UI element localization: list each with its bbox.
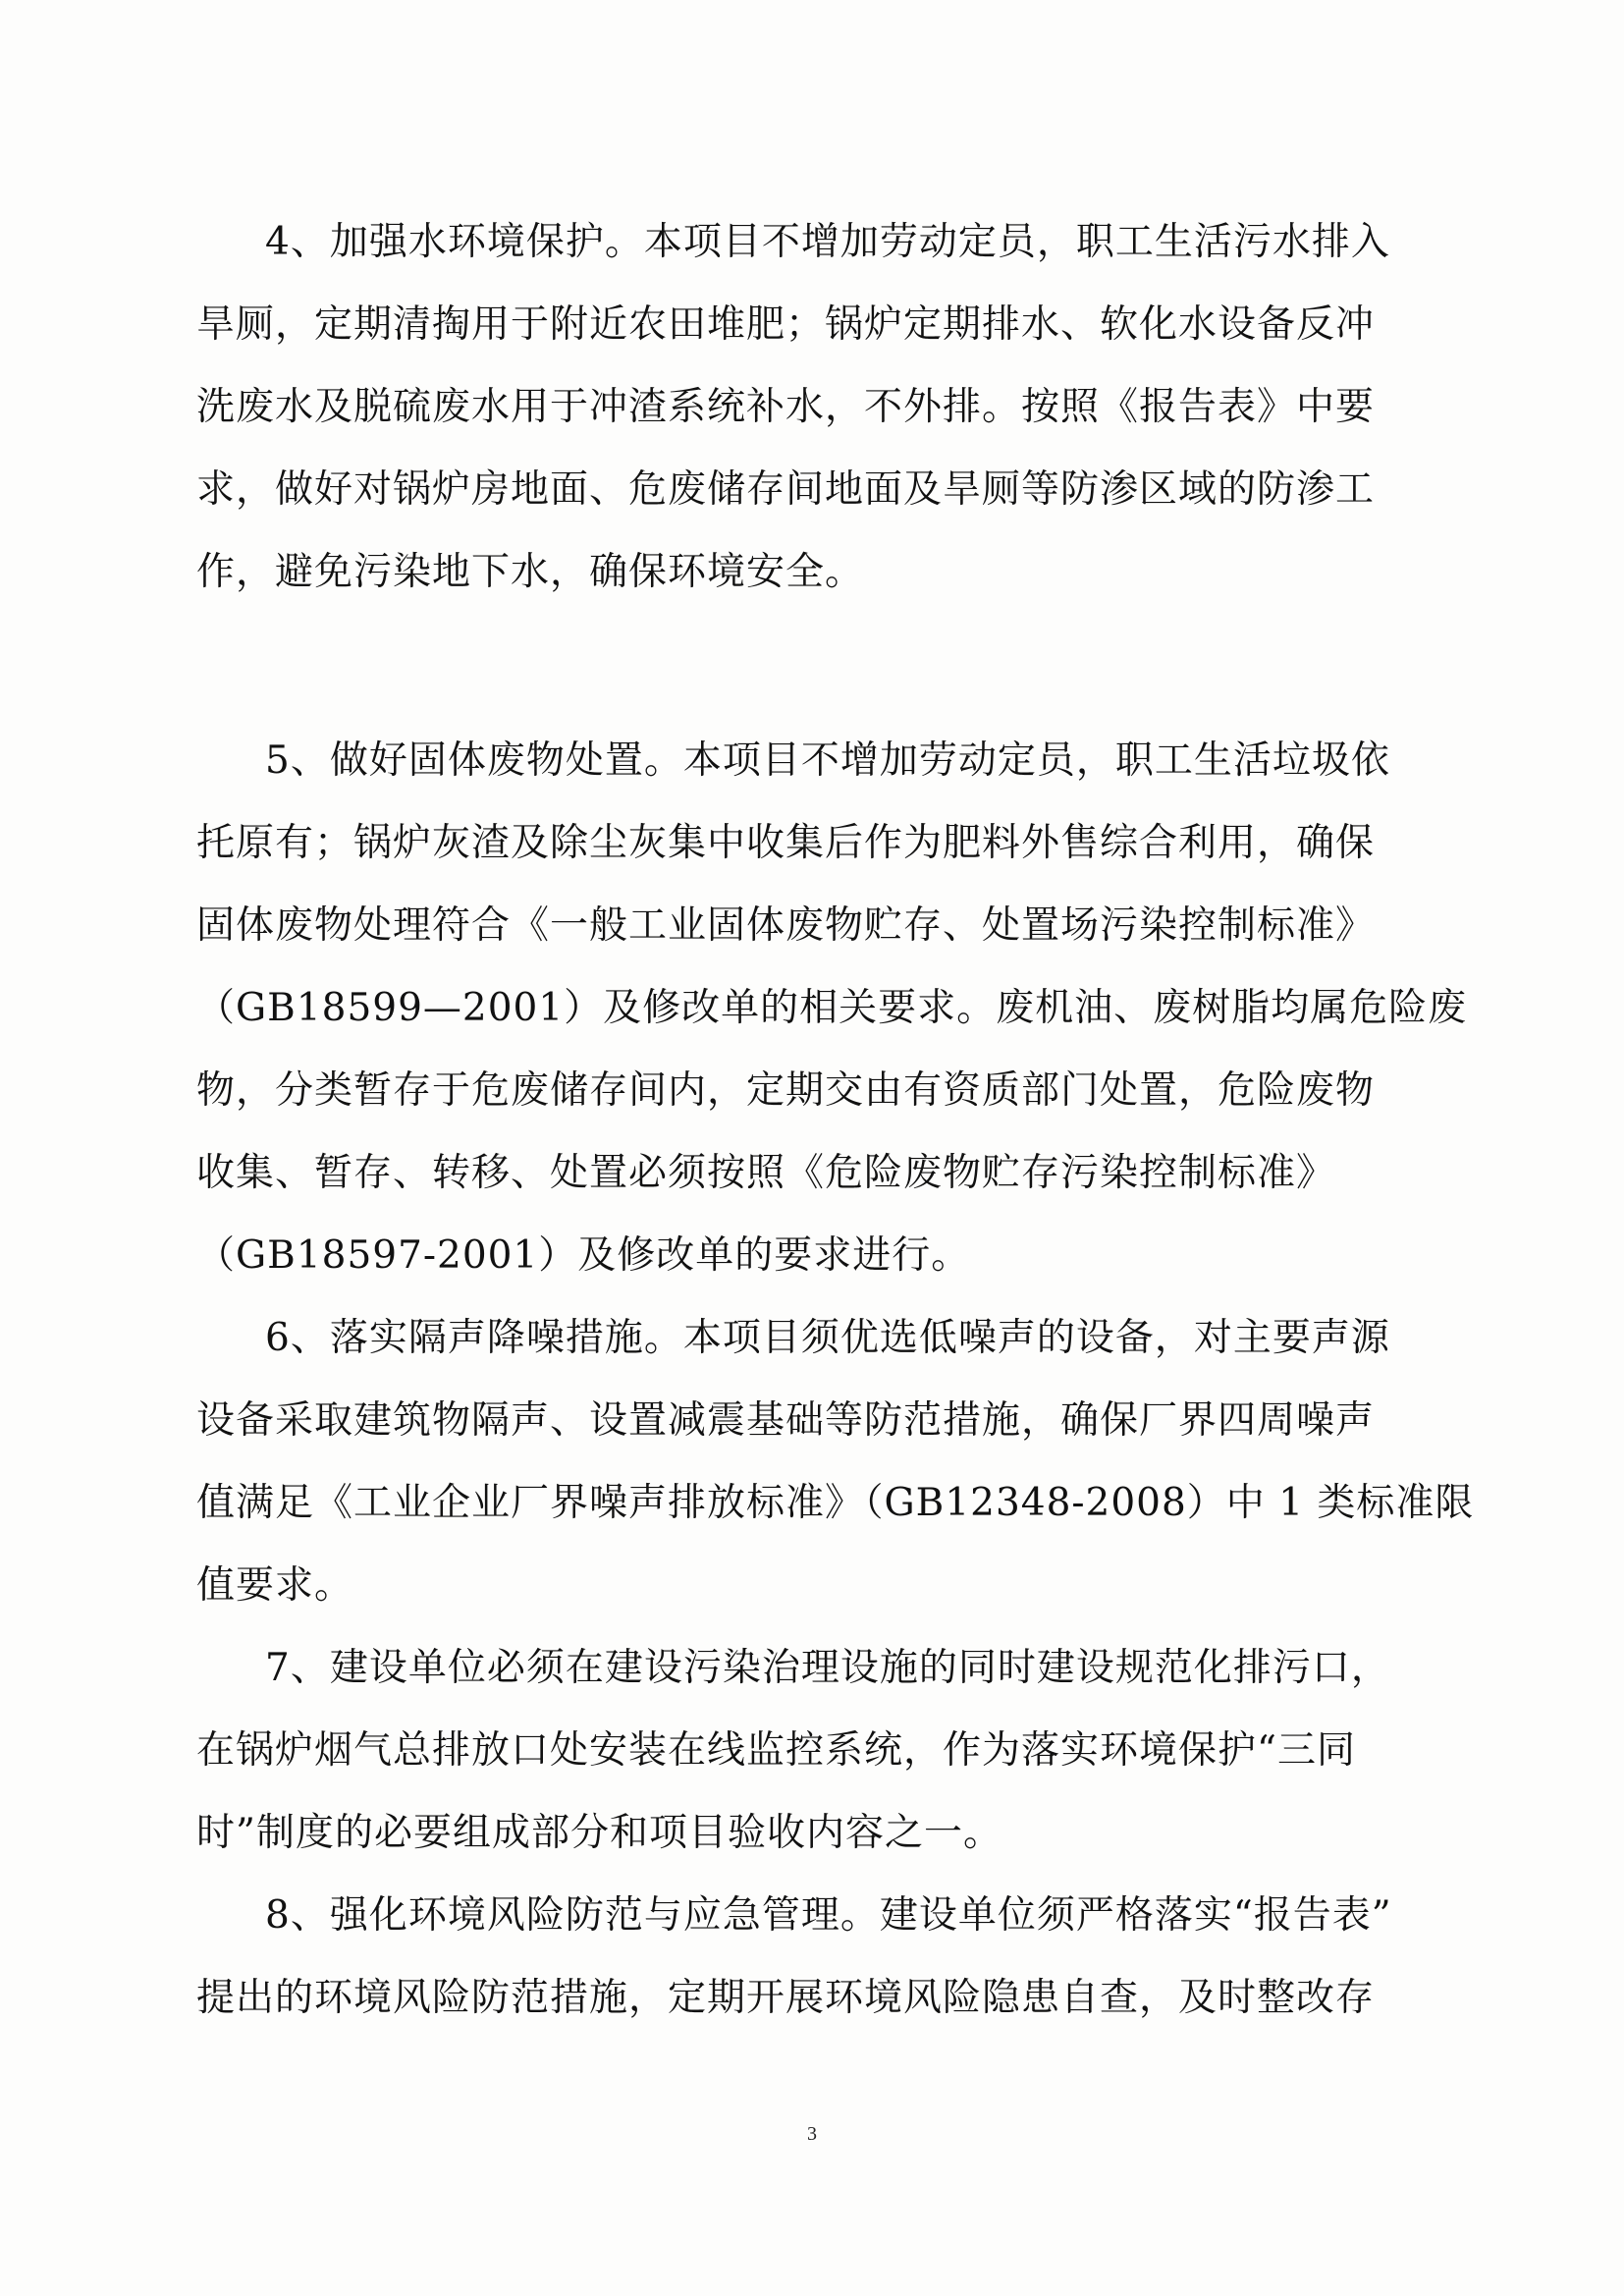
paragraph-line: 设备采取建筑物隔声、设置减震基础等防范措施，确保厂界四周噪声 — [196, 1398, 1376, 1443]
paragraph-line: 提出的环境风险防范措施，定期开展环境风险隐患自查，及时整改存 — [196, 1976, 1376, 2020]
paragraph-line: （GB18597-2001）及修改单的要求进行。 — [196, 1233, 971, 1278]
paragraph-line: 物，分类暂存于危废储存间内，定期交由有资质部门处置，危险废物 — [196, 1068, 1376, 1113]
page-number: 3 — [807, 2123, 817, 2145]
paragraph-line: 值要求。 — [196, 1563, 354, 1608]
paragraph-line: 4、加强水环境保护。本项目不增加劳动定员，职工生活污水排入 — [265, 220, 1390, 264]
paragraph-line: 时”制度的必要组成部分和项目验收内容之一。 — [196, 1811, 1002, 1855]
paragraph-line: 固体废物处理符合《一般工业固体废物贮存、处置场污染控制标准》 — [196, 903, 1376, 948]
paragraph-line: 旱厕，定期清掏用于附近农田堆肥；锅炉定期排水、软化水设备反冲 — [196, 302, 1376, 347]
paragraph-line: 求，做好对锅炉房地面、危废储存间地面及旱厕等防渗区域的防渗工 — [196, 467, 1376, 512]
paragraph-line: 7、建设单位必须在建设污染治理设施的同时建设规范化排污口， — [265, 1646, 1390, 1690]
paragraph-line: 洗废水及脱硫废水用于冲渣系统补水，不外排。按照《报告表》中要 — [196, 385, 1376, 429]
paragraph-line: （GB18599—2001）及修改单的相关要求。废机油、废树脂均属危险废 — [196, 986, 1468, 1030]
paragraph-line: 值满足《工业企业厂界噪声排放标准》（GB12348-2008）中 1 类标准限 — [196, 1481, 1475, 1525]
paragraph-line: 托原有；锅炉灰渣及除尘灰集中收集后作为肥料外售综合利用，确保 — [196, 821, 1376, 865]
paragraph-line: 在锅炉烟气总排放口处安装在线监控系统，作为落实环境保护“三同 — [196, 1728, 1356, 1773]
paragraph-line: 5、做好固体废物处置。本项目不增加劳动定员，职工生活垃圾依 — [265, 738, 1390, 783]
paragraph-line: 6、落实隔声降噪措施。本项目须优选低噪声的设备，对主要声源 — [265, 1316, 1390, 1360]
paragraph-line: 作，避免污染地下水，确保环境安全。 — [196, 550, 865, 594]
paragraph-line: 8、强化环境风险防范与应急管理。建设单位须严格落实“报告表” — [265, 1893, 1392, 1938]
paragraph-line: 收集、暂存、转移、处置必须按照《危险废物贮存污染控制标准》 — [196, 1151, 1336, 1195]
